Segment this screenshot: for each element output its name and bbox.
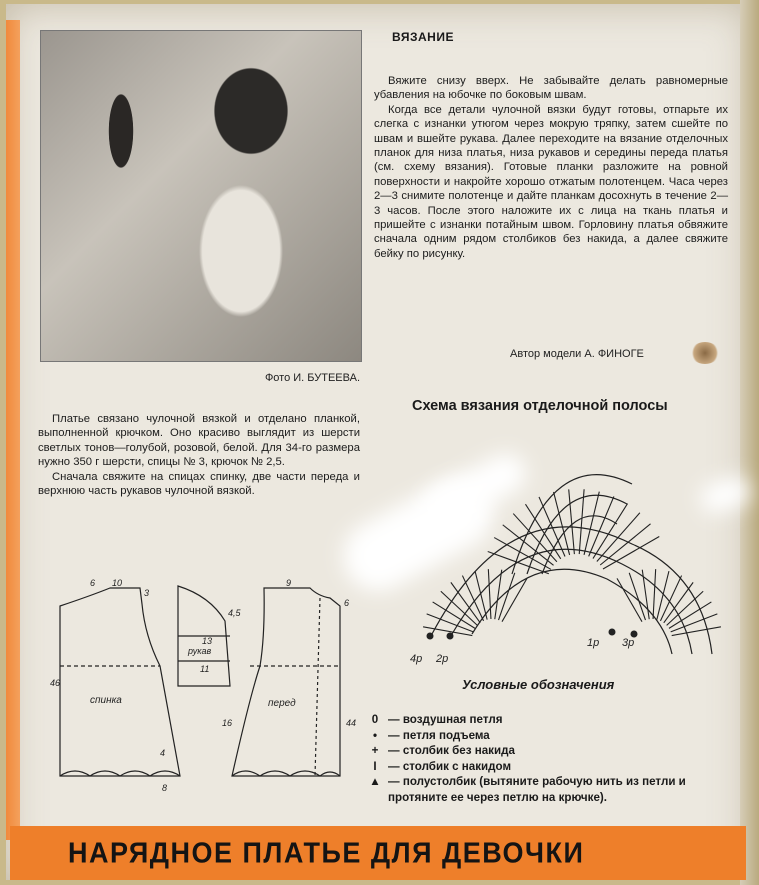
paragraph: Вяжите снизу вверх. Не забывайте делать равномерные убавления на юбочке по боковым швам. <box>374 75 728 102</box>
description-text <box>38 412 360 498</box>
dimension: 10 <box>112 578 123 588</box>
paragraph: Когда все детали чулочной вязки будут готовы, отпарьте их слегка с изнанки утюгом через мокрую тряпку, затем сшейте по швам и вшейте рукава. Далее переходите на вязание отделочных планок для низа платья, низа рукавов и середины переда платья (см. схему вязания). Готовые планки разложите на ровной поверхности и накройте хорошо отжатым полотенцем. Часа через 2—3 снимите полотенце и дайте планкам досохнуть в течение 2—3 часов. После этого наложите их с лица на ткань платья и пришейте с изнанки потайным швом. Горловину платья обвяжите сначала одним рядом столбиков без накида, а далее свяжите бейку по рисунку. <box>374 103 728 260</box>
stitch-stroke <box>579 489 584 554</box>
legend-item <box>366 743 736 759</box>
row-label: 4р <box>410 653 423 665</box>
stitch-stroke <box>525 504 560 559</box>
photo-caption: Фото И. БУТЕЕВА. <box>264 372 360 384</box>
legend-item <box>366 774 736 805</box>
legend <box>366 712 736 805</box>
section-title: ВЯЗАНИЕ <box>392 30 454 44</box>
legend-text: — столбик с накидом <box>388 759 512 773</box>
stitch-stroke <box>657 571 669 620</box>
legend-symbol: • <box>372 728 378 742</box>
legend-text: — полустолбик (вытяните рабочую нить из петли и протяните ее через петлю на крючке). <box>388 775 686 804</box>
dimension: 3 <box>144 588 150 598</box>
pattern-label-back: спинка <box>90 695 122 706</box>
stitch-stroke <box>589 496 614 556</box>
main-title: НАРЯДНОЕ ПЛАТЬЕ ДЛЯ ДЕВОЧКИ <box>68 837 585 869</box>
instructions-text <box>374 74 728 261</box>
stitch-stroke <box>554 492 570 555</box>
paragraph: Платье связано чулочной вязкой и отделано планкой, выполненной крючком. Оно красиво выглядит из шерсти светлых тонов—голубой, розовой, белой. Для 34-го размера нужно 350 г шерсти, спицы № 3, крючок № 2,5. <box>38 413 360 469</box>
paper-stain <box>690 342 720 364</box>
stitch-stroke <box>642 570 649 620</box>
pattern-label-sleeve: рукав <box>188 646 212 656</box>
stitch-stroke <box>495 570 502 620</box>
row-label: 1р <box>587 637 600 649</box>
sewing-patterns <box>50 576 370 816</box>
legend-item <box>366 728 736 744</box>
legend-symbol: 0 <box>371 713 379 726</box>
stitch-stroke <box>597 513 640 562</box>
author-credit: Автор модели А. ФИНОГЕ <box>510 348 644 360</box>
stitch-stroke <box>653 569 656 619</box>
dimension: 9 <box>286 578 292 588</box>
legend-title: Условные обозначения <box>462 677 615 692</box>
page-edge <box>740 0 759 885</box>
dimension: 44 <box>346 718 357 728</box>
dimension: 8 <box>162 783 168 793</box>
legend-text: — воздушная петля <box>388 713 503 726</box>
legend-symbol: + <box>371 744 379 757</box>
row-label: 2р <box>436 653 449 665</box>
dimension: 6 <box>344 598 350 608</box>
legend-item <box>366 712 736 728</box>
dimension: 16 <box>222 718 233 728</box>
row-label: 3р <box>622 637 635 649</box>
stitch-stroke <box>475 571 487 620</box>
legend-symbol: ▲ <box>369 775 381 788</box>
dimension: 4,5 <box>228 608 241 618</box>
stitch-stroke <box>600 524 650 565</box>
stitch-stroke <box>603 537 659 570</box>
orange-margin-strip <box>6 20 20 840</box>
stitch-stroke <box>569 489 575 554</box>
stitch-stroke <box>488 569 491 619</box>
stitch-stroke <box>664 582 693 622</box>
legend-text: — петля подъема <box>388 728 490 742</box>
paragraph: Сначала свяжите на спицах спинку, две части переда и верхнюю часть рукавов чулочной вязкой. <box>38 470 360 498</box>
legend-text: — столбик без накида <box>388 744 515 757</box>
dimension: 46 <box>50 678 61 688</box>
legend-symbol: I <box>373 759 377 773</box>
dimension: 13 <box>202 636 213 646</box>
legend-item <box>366 759 736 775</box>
pattern-label-front: перед <box>268 698 296 709</box>
stitch-stroke <box>584 492 599 555</box>
dimension: 6 <box>90 578 96 588</box>
stitch-stroke <box>451 582 480 622</box>
model-photo <box>40 30 362 362</box>
dimension: 11 <box>200 664 210 674</box>
scheme-title: Схема вязания отделочной полосы <box>412 398 668 414</box>
dimension: 4 <box>160 748 166 758</box>
